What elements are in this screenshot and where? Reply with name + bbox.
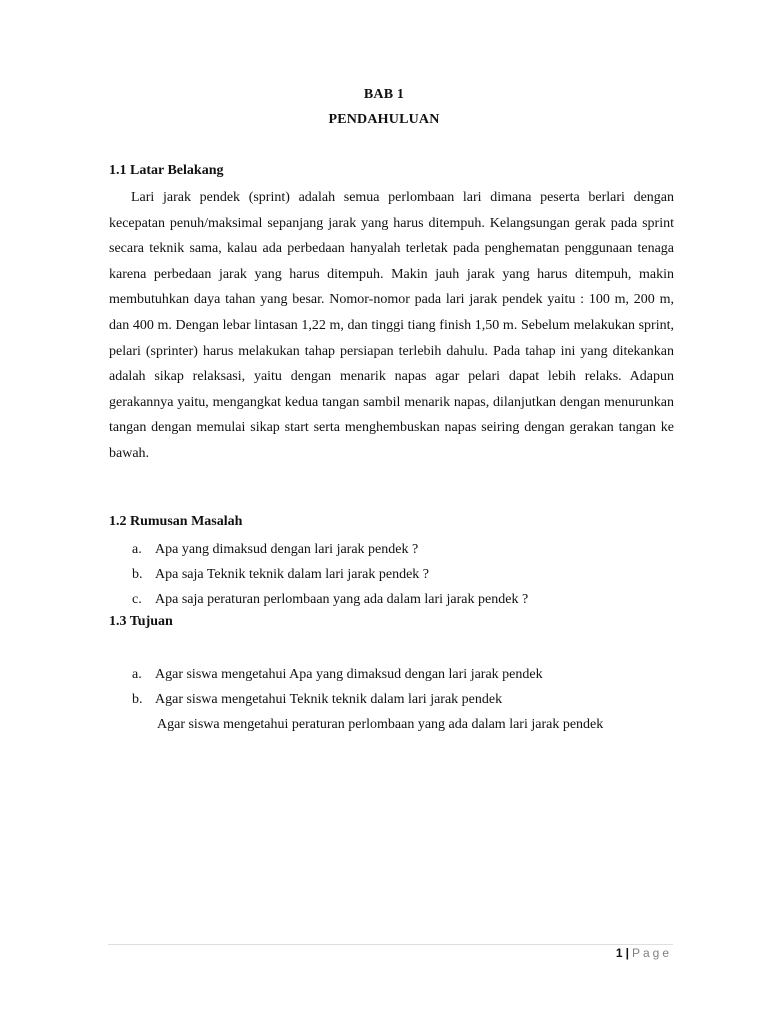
section-heading-rumusan-masalah: 1.2 Rumusan Masalah bbox=[109, 514, 243, 529]
page-number: 1 bbox=[615, 946, 623, 960]
list-marker: b. bbox=[132, 692, 143, 707]
list-item-text: Apa saja Teknik teknik dalam lari jarak pendek ? bbox=[155, 567, 429, 582]
rumusan-masalah-list bbox=[109, 537, 674, 612]
list-item bbox=[109, 712, 674, 737]
tujuan-list bbox=[109, 662, 674, 737]
list-item bbox=[109, 537, 674, 562]
list-item bbox=[109, 587, 674, 612]
list-item-text: Agar siswa mengetahui Apa yang dimaksud dengan lari jarak pendek bbox=[155, 667, 543, 682]
section-heading-latar-belakang: 1.1 Latar Belakang bbox=[109, 163, 224, 178]
latar-belakang-paragraph: Lari jarak pendek (sprint) adalah semua perlombaan lari dimana peserta berlari dengan kecepatan penuh/maksimal sepanjang jarak yang harus ditempuh. Kelangsungan gerak pada sprint secara teknik sama, kalau ada perbedaan hanyalah terletak pada penghematan penggunaan tenaga karena perbedaan jarak yang harus ditempuh. Makin jauh jarak yang harus ditempuh, makin membutuhkan daya tahan yang besar. Nomor-nomor pada lari jarak pendek yaitu : 100 m, 200 m, dan 400 m. Dengan lebar lintasan 1,22 m, dan tinggi tiang finish 1,50 m. Sebelum melakukan sprint, pelari (sprinter) harus melakukan tahap persiapan terlebih dahulu. Pada tahap ini yang ditekankan adalah sikap relaksasi, yaitu dengan menarik napas agar pelari dapat lebih relaks. Adapun gerakannya yaitu, mengangkat kedua tangan sambil menarik napas, dilanjutkan dengan menurunkan tangan dengan memulai sikap start serta menghembuskan napas seiring dengan gerakan tangan ke bawah. bbox=[109, 190, 674, 461]
footer-separator: | bbox=[625, 946, 629, 960]
list-item-text: Apa saja peraturan perlombaan yang ada dalam lari jarak pendek ? bbox=[155, 592, 529, 607]
list-item bbox=[109, 687, 674, 712]
list-item-text: Agar siswa mengetahui peraturan perlombaan yang ada dalam lari jarak pendek bbox=[157, 717, 604, 732]
list-item bbox=[109, 662, 674, 687]
list-marker: b. bbox=[132, 567, 143, 582]
list-item-text: Apa yang dimaksud dengan lari jarak pendek ? bbox=[155, 542, 419, 557]
page-footer bbox=[616, 946, 672, 960]
list-marker: a. bbox=[132, 667, 142, 682]
section-heading-tujuan: 1.3 Tujuan bbox=[109, 614, 173, 629]
footer-divider bbox=[108, 944, 673, 945]
list-marker: c. bbox=[132, 592, 142, 607]
chapter-title: PENDAHULUAN bbox=[328, 112, 440, 127]
list-item bbox=[109, 562, 674, 587]
list-item-text: Agar siswa mengetahui Teknik teknik dalam lari jarak pendek bbox=[155, 692, 503, 707]
page-word: Page bbox=[631, 946, 672, 960]
chapter-number: BAB 1 bbox=[363, 87, 405, 102]
list-marker: a. bbox=[132, 542, 142, 557]
